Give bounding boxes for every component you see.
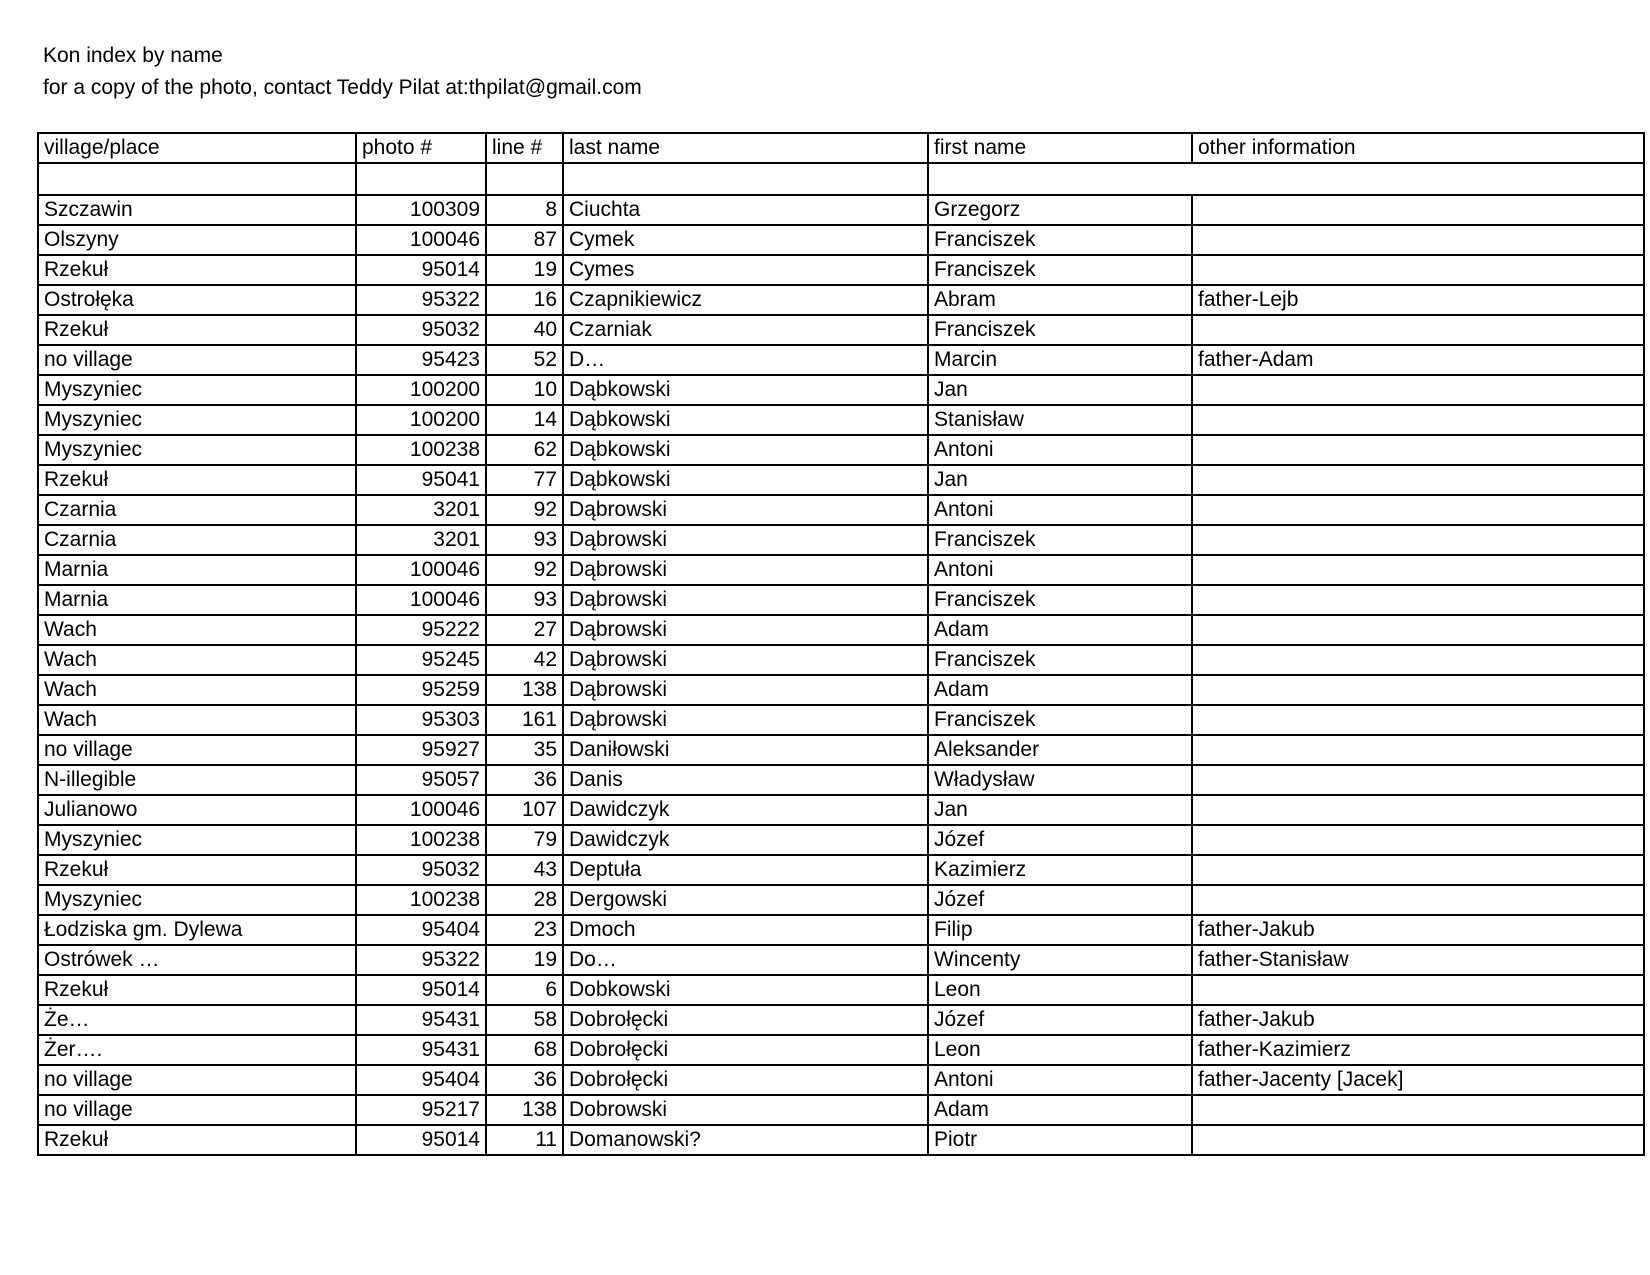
other-information-cell: father-Stanisław bbox=[1192, 945, 1644, 975]
line-number-cell: 42 bbox=[486, 645, 563, 675]
line-number-cell: 93 bbox=[486, 585, 563, 615]
table-row bbox=[38, 435, 1644, 465]
first-name-cell: Franciszek bbox=[928, 255, 1192, 285]
first-name-cell: Abram bbox=[928, 285, 1192, 315]
line-number-cell: 107 bbox=[486, 795, 563, 825]
village-cell: Myszyniec bbox=[38, 825, 356, 855]
empty-cell bbox=[38, 163, 356, 195]
line-number-cell: 19 bbox=[486, 945, 563, 975]
table-row bbox=[38, 345, 1644, 375]
last-name-cell: Do… bbox=[563, 945, 928, 975]
last-name-cell: D… bbox=[563, 345, 928, 375]
document-header bbox=[43, 40, 642, 104]
header-row bbox=[38, 133, 1644, 163]
other-information-cell bbox=[1192, 315, 1644, 345]
column-header-village: village/place bbox=[38, 133, 356, 163]
table-row bbox=[38, 1095, 1644, 1125]
table-row bbox=[38, 885, 1644, 915]
table-row bbox=[38, 375, 1644, 405]
other-information-cell bbox=[1192, 765, 1644, 795]
village-cell: Myszyniec bbox=[38, 375, 356, 405]
village-cell: Szczawin bbox=[38, 195, 356, 225]
first-name-cell: Antoni bbox=[928, 1065, 1192, 1095]
first-name-cell: Franciszek bbox=[928, 585, 1192, 615]
first-name-cell: Kazimierz bbox=[928, 855, 1192, 885]
photo-number-cell: 100238 bbox=[356, 435, 486, 465]
photo-number-cell: 95431 bbox=[356, 1035, 486, 1065]
table-row bbox=[38, 1035, 1644, 1065]
last-name-cell: Dmoch bbox=[563, 915, 928, 945]
line-number-cell: 36 bbox=[486, 765, 563, 795]
other-information-cell: father-Adam bbox=[1192, 345, 1644, 375]
last-name-cell: Deptuła bbox=[563, 855, 928, 885]
line-number-cell: 52 bbox=[486, 345, 563, 375]
first-name-cell: Jan bbox=[928, 465, 1192, 495]
line-number-cell: 62 bbox=[486, 435, 563, 465]
table-row bbox=[38, 705, 1644, 735]
other-information-cell: father-Lejb bbox=[1192, 285, 1644, 315]
photo-number-cell: 3201 bbox=[356, 525, 486, 555]
photo-number-cell: 95032 bbox=[356, 315, 486, 345]
contact-line: for a copy of the photo, contact Teddy Pilat at:thpilat@gmail.com bbox=[43, 76, 642, 99]
first-name-cell: Antoni bbox=[928, 555, 1192, 585]
last-name-cell: Dobrołęcki bbox=[563, 1065, 928, 1095]
photo-number-cell: 95404 bbox=[356, 1065, 486, 1095]
village-cell: Rzekuł bbox=[38, 855, 356, 885]
column-header-last-name: last name bbox=[563, 133, 928, 163]
last-name-cell: Czarniak bbox=[563, 315, 928, 345]
table-row bbox=[38, 915, 1644, 945]
photo-number-cell: 100309 bbox=[356, 195, 486, 225]
photo-number-cell: 95322 bbox=[356, 945, 486, 975]
line-number-cell: 92 bbox=[486, 495, 563, 525]
other-information-cell bbox=[1192, 495, 1644, 525]
last-name-cell: Dąbkowski bbox=[563, 375, 928, 405]
first-name-cell: Jan bbox=[928, 375, 1192, 405]
village-cell: Rzekuł bbox=[38, 255, 356, 285]
last-name-cell: Dobrowski bbox=[563, 1095, 928, 1125]
first-name-cell: Franciszek bbox=[928, 315, 1192, 345]
last-name-cell: Dawidczyk bbox=[563, 825, 928, 855]
line-number-cell: 10 bbox=[486, 375, 563, 405]
table-row bbox=[38, 465, 1644, 495]
other-information-cell: father-Jakub bbox=[1192, 1005, 1644, 1035]
table-row bbox=[38, 195, 1644, 225]
table-row bbox=[38, 405, 1644, 435]
table-row bbox=[38, 645, 1644, 675]
photo-number-cell: 95431 bbox=[356, 1005, 486, 1035]
last-name-cell: Danis bbox=[563, 765, 928, 795]
column-header-line: line # bbox=[486, 133, 563, 163]
photo-number-cell: 95303 bbox=[356, 705, 486, 735]
last-name-cell: Czapnikiewicz bbox=[563, 285, 928, 315]
last-name-cell: Dawidczyk bbox=[563, 795, 928, 825]
other-information-cell: father-Jakub bbox=[1192, 915, 1644, 945]
photo-number-cell: 100046 bbox=[356, 585, 486, 615]
column-header-photo: photo # bbox=[356, 133, 486, 163]
last-name-cell: Dobkowski bbox=[563, 975, 928, 1005]
photo-number-cell: 95259 bbox=[356, 675, 486, 705]
empty-cell bbox=[356, 163, 486, 195]
line-number-cell: 161 bbox=[486, 705, 563, 735]
photo-number-cell: 100046 bbox=[356, 225, 486, 255]
last-name-cell: Dąbrowski bbox=[563, 675, 928, 705]
empty-cell bbox=[928, 163, 1192, 195]
table-row bbox=[38, 495, 1644, 525]
first-name-cell: Wincenty bbox=[928, 945, 1192, 975]
last-name-cell: Dąbrowski bbox=[563, 705, 928, 735]
table-row bbox=[38, 1065, 1644, 1095]
photo-number-cell: 95404 bbox=[356, 915, 486, 945]
photo-number-cell: 95057 bbox=[356, 765, 486, 795]
photo-number-cell: 95322 bbox=[356, 285, 486, 315]
village-cell: Żer…. bbox=[38, 1035, 356, 1065]
first-name-cell: Józef bbox=[928, 885, 1192, 915]
line-number-cell: 11 bbox=[486, 1125, 563, 1155]
village-cell: Że… bbox=[38, 1005, 356, 1035]
other-information-cell bbox=[1192, 375, 1644, 405]
table-row bbox=[38, 525, 1644, 555]
village-cell: no village bbox=[38, 1065, 356, 1095]
photo-number-cell: 95217 bbox=[356, 1095, 486, 1125]
village-cell: no village bbox=[38, 1095, 356, 1125]
village-cell: Rzekuł bbox=[38, 1125, 356, 1155]
table-row bbox=[38, 825, 1644, 855]
first-name-cell: Franciszek bbox=[928, 525, 1192, 555]
table-row bbox=[38, 225, 1644, 255]
other-information-cell bbox=[1192, 855, 1644, 885]
photo-number-cell: 95423 bbox=[356, 345, 486, 375]
last-name-cell: Dąbkowski bbox=[563, 405, 928, 435]
line-number-cell: 35 bbox=[486, 735, 563, 765]
photo-number-cell: 95927 bbox=[356, 735, 486, 765]
line-number-cell: 14 bbox=[486, 405, 563, 435]
other-information-cell bbox=[1192, 615, 1644, 645]
photo-number-cell: 100046 bbox=[356, 795, 486, 825]
village-cell: Wach bbox=[38, 615, 356, 645]
photo-number-cell: 95014 bbox=[356, 1125, 486, 1155]
other-information-cell bbox=[1192, 675, 1644, 705]
village-cell: Ostrówek … bbox=[38, 945, 356, 975]
column-header-first-name: first name bbox=[928, 133, 1192, 163]
photo-number-cell: 100238 bbox=[356, 825, 486, 855]
table-row bbox=[38, 315, 1644, 345]
last-name-cell: Domanowski? bbox=[563, 1125, 928, 1155]
empty-cell bbox=[486, 163, 563, 195]
last-name-cell: Ciuchta bbox=[563, 195, 928, 225]
other-information-cell bbox=[1192, 795, 1644, 825]
other-information-cell bbox=[1192, 825, 1644, 855]
other-information-cell bbox=[1192, 1125, 1644, 1155]
other-information-cell bbox=[1192, 705, 1644, 735]
last-name-cell: Dobrołęcki bbox=[563, 1005, 928, 1035]
last-name-cell: Dąbkowski bbox=[563, 435, 928, 465]
table-row bbox=[38, 255, 1644, 285]
other-information-cell bbox=[1192, 225, 1644, 255]
last-name-cell: Dąbrowski bbox=[563, 495, 928, 525]
table-row bbox=[38, 765, 1644, 795]
other-information-cell bbox=[1192, 525, 1644, 555]
last-name-cell: Dąbrowski bbox=[563, 525, 928, 555]
line-number-cell: 27 bbox=[486, 615, 563, 645]
last-name-cell: Dąbrowski bbox=[563, 585, 928, 615]
table-row bbox=[38, 585, 1644, 615]
first-name-cell: Leon bbox=[928, 1035, 1192, 1065]
first-name-cell: Grzegorz bbox=[928, 195, 1192, 225]
other-information-cell bbox=[1192, 735, 1644, 765]
village-cell: no village bbox=[38, 735, 356, 765]
photo-number-cell: 100046 bbox=[356, 555, 486, 585]
first-name-cell: Józef bbox=[928, 1005, 1192, 1035]
village-cell: Julianowo bbox=[38, 795, 356, 825]
spacer-row bbox=[38, 163, 1644, 195]
village-cell: Ostrołęka bbox=[38, 285, 356, 315]
line-number-cell: 36 bbox=[486, 1065, 563, 1095]
empty-cell bbox=[563, 163, 928, 195]
first-name-cell: Leon bbox=[928, 975, 1192, 1005]
other-information-cell bbox=[1192, 435, 1644, 465]
line-number-cell: 77 bbox=[486, 465, 563, 495]
table-row bbox=[38, 975, 1644, 1005]
line-number-cell: 19 bbox=[486, 255, 563, 285]
village-cell: Myszyniec bbox=[38, 435, 356, 465]
village-cell: N-illegible bbox=[38, 765, 356, 795]
photo-number-cell: 95014 bbox=[356, 975, 486, 1005]
first-name-cell: Władysław bbox=[928, 765, 1192, 795]
first-name-cell: Antoni bbox=[928, 495, 1192, 525]
line-number-cell: 28 bbox=[486, 885, 563, 915]
first-name-cell: Adam bbox=[928, 675, 1192, 705]
last-name-cell: Dąbrowski bbox=[563, 615, 928, 645]
table-row bbox=[38, 285, 1644, 315]
table-row bbox=[38, 795, 1644, 825]
last-name-cell: Cymes bbox=[563, 255, 928, 285]
last-name-cell: Dergowski bbox=[563, 885, 928, 915]
photo-number-cell: 95014 bbox=[356, 255, 486, 285]
photo-number-cell: 95032 bbox=[356, 855, 486, 885]
other-information-cell: father-Jacenty [Jacek] bbox=[1192, 1065, 1644, 1095]
village-cell: Wach bbox=[38, 675, 356, 705]
other-information-cell bbox=[1192, 465, 1644, 495]
first-name-cell: Józef bbox=[928, 825, 1192, 855]
other-information-cell bbox=[1192, 255, 1644, 285]
photo-number-cell: 95041 bbox=[356, 465, 486, 495]
first-name-cell: Franciszek bbox=[928, 225, 1192, 255]
table-row bbox=[38, 735, 1644, 765]
other-information-cell bbox=[1192, 585, 1644, 615]
other-information-cell bbox=[1192, 645, 1644, 675]
first-name-cell: Marcin bbox=[928, 345, 1192, 375]
other-information-cell bbox=[1192, 885, 1644, 915]
first-name-cell: Stanisław bbox=[928, 405, 1192, 435]
line-number-cell: 43 bbox=[486, 855, 563, 885]
empty-cell bbox=[1192, 163, 1644, 195]
other-information-cell bbox=[1192, 975, 1644, 1005]
last-name-cell: Dąbrowski bbox=[563, 645, 928, 675]
line-number-cell: 6 bbox=[486, 975, 563, 1005]
village-cell: Wach bbox=[38, 705, 356, 735]
line-number-cell: 58 bbox=[486, 1005, 563, 1035]
last-name-cell: Daniłowski bbox=[563, 735, 928, 765]
village-cell: Czarnia bbox=[38, 525, 356, 555]
photo-number-cell: 100200 bbox=[356, 405, 486, 435]
village-cell: Rzekuł bbox=[38, 465, 356, 495]
village-cell: Łodziska gm. Dylewa bbox=[38, 915, 356, 945]
line-number-cell: 79 bbox=[486, 825, 563, 855]
table-row bbox=[38, 615, 1644, 645]
village-cell: Olszyny bbox=[38, 225, 356, 255]
line-number-cell: 138 bbox=[486, 675, 563, 705]
table-row bbox=[38, 855, 1644, 885]
first-name-cell: Franciszek bbox=[928, 645, 1192, 675]
index-table bbox=[37, 132, 1645, 1156]
photo-number-cell: 100238 bbox=[356, 885, 486, 915]
line-number-cell: 93 bbox=[486, 525, 563, 555]
village-cell: no village bbox=[38, 345, 356, 375]
other-information-cell: father-Kazimierz bbox=[1192, 1035, 1644, 1065]
photo-number-cell: 95245 bbox=[356, 645, 486, 675]
line-number-cell: 87 bbox=[486, 225, 563, 255]
first-name-cell: Adam bbox=[928, 615, 1192, 645]
table-row bbox=[38, 1005, 1644, 1035]
first-name-cell: Piotr bbox=[928, 1125, 1192, 1155]
village-cell: Wach bbox=[38, 645, 356, 675]
other-information-cell bbox=[1192, 405, 1644, 435]
first-name-cell: Jan bbox=[928, 795, 1192, 825]
other-information-cell bbox=[1192, 555, 1644, 585]
first-name-cell: Franciszek bbox=[928, 705, 1192, 735]
column-header-other-information: other information bbox=[1192, 133, 1644, 163]
line-number-cell: 138 bbox=[486, 1095, 563, 1125]
other-information-cell bbox=[1192, 195, 1644, 225]
first-name-cell: Filip bbox=[928, 915, 1192, 945]
village-cell: Rzekuł bbox=[38, 975, 356, 1005]
first-name-cell: Antoni bbox=[928, 435, 1192, 465]
line-number-cell: 16 bbox=[486, 285, 563, 315]
last-name-cell: Dobrołęcki bbox=[563, 1035, 928, 1065]
table-row bbox=[38, 675, 1644, 705]
first-name-cell: Aleksander bbox=[928, 735, 1192, 765]
first-name-cell: Adam bbox=[928, 1095, 1192, 1125]
village-cell: Czarnia bbox=[38, 495, 356, 525]
document-title: Kon index by name bbox=[43, 44, 223, 67]
village-cell: Rzekuł bbox=[38, 315, 356, 345]
village-cell: Myszyniec bbox=[38, 885, 356, 915]
last-name-cell: Cymek bbox=[563, 225, 928, 255]
line-number-cell: 92 bbox=[486, 555, 563, 585]
line-number-cell: 8 bbox=[486, 195, 563, 225]
last-name-cell: Dąbkowski bbox=[563, 465, 928, 495]
village-cell: Marnia bbox=[38, 585, 356, 615]
photo-number-cell: 95222 bbox=[356, 615, 486, 645]
table-row bbox=[38, 555, 1644, 585]
last-name-cell: Dąbrowski bbox=[563, 555, 928, 585]
village-cell: Marnia bbox=[38, 555, 356, 585]
table-row bbox=[38, 1125, 1644, 1155]
photo-number-cell: 3201 bbox=[356, 495, 486, 525]
line-number-cell: 68 bbox=[486, 1035, 563, 1065]
village-cell: Myszyniec bbox=[38, 405, 356, 435]
table-row bbox=[38, 945, 1644, 975]
line-number-cell: 23 bbox=[486, 915, 563, 945]
line-number-cell: 40 bbox=[486, 315, 563, 345]
other-information-cell bbox=[1192, 1095, 1644, 1125]
photo-number-cell: 100200 bbox=[356, 375, 486, 405]
